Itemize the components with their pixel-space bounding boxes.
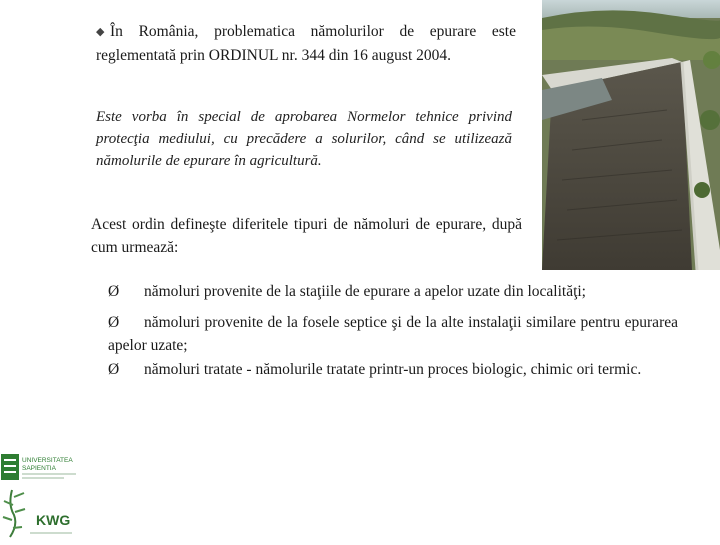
svg-text:UNIVERSITATEA: UNIVERSITATEA [22, 457, 73, 464]
list-item [108, 358, 678, 381]
list-item [108, 280, 678, 303]
bullet-icon: ◆ [96, 26, 105, 38]
list-item-text: nămoluri provenite de la staţiile de epurare a apelor uzate din localităţi; [144, 283, 586, 300]
italic-paragraph: Este vorba în special de aprobarea Normelor tehnice privind protecţia mediului, cu precădere a solurilor, când se utilizează nămolurile de epurare în agricultură. [96, 109, 512, 169]
sapientia-logo [0, 452, 78, 482]
sludge-beds-photo [542, 0, 720, 270]
svg-text:SAPIENTIA: SAPIENTIA [22, 465, 56, 472]
svg-text:KWG: KWG [36, 512, 71, 528]
kwg-logo [0, 485, 74, 540]
arrow-bullet-icon: Ø [108, 361, 120, 378]
list-item-text: nămoluri provenite de la fosele septice şi de la alte instalaţii similare pentru epurarea apelor uzate; [108, 314, 678, 354]
definition-paragraph: Acest ordin defineşte diferitele tipuri de nămoluri de epurare, după cum urmează: [91, 216, 522, 256]
arrow-bullet-icon: Ø [108, 314, 120, 331]
list-item-text: nămoluri tratate - nămolurile tratate printr-un proces biologic, chimic ori termic. [144, 361, 642, 378]
list-item [108, 311, 678, 357]
arrow-bullet-icon: Ø [108, 283, 120, 300]
intro-paragraph [96, 20, 516, 67]
intro-text: În România, problematica nămolurilor de epurare este reglementată prin ORDINUL nr. 344 din 16 august 2004. [96, 23, 516, 64]
